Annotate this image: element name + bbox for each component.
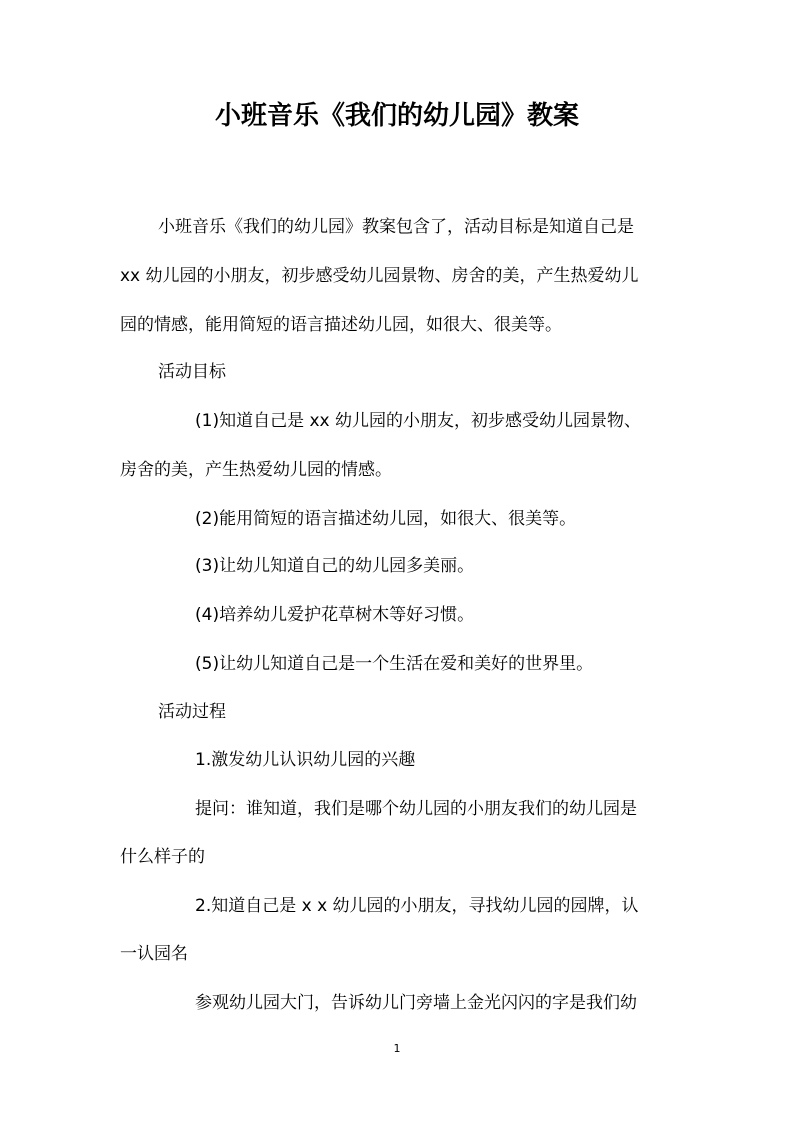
goal-2: (2)能用简短的语言描述幼儿园，如很大、很美等。 bbox=[195, 509, 577, 529]
section-heading-process: 活动过程 bbox=[158, 702, 226, 722]
intro-line-3: 园的情感，能用简短的语言描述幼儿园，如很大、很美等。 bbox=[120, 315, 562, 335]
process-step-2-line-1: 2.知道自己是 x x 幼儿园的小朋友，寻找幼儿园的园牌，认 bbox=[195, 896, 639, 916]
process-step-1-question-line-1: 提问：谁知道，我们是哪个幼儿园的小朋友我们的幼儿园是 bbox=[195, 799, 637, 819]
goal-1-line-2: 房舍的美，产生热爱幼儿园的情感。 bbox=[120, 460, 392, 480]
process-step-2-line-2: 一认园名 bbox=[120, 944, 188, 964]
goal-3: (3)让幼儿知道自己的幼儿园多美丽。 bbox=[195, 556, 475, 576]
page-number: 1 bbox=[393, 1042, 401, 1055]
section-heading-goals: 活动目标 bbox=[158, 362, 226, 382]
process-step-1: 1.激发幼儿认识幼儿园的兴趣 bbox=[195, 750, 416, 770]
page-title: 小班音乐《我们的幼儿园》教案 bbox=[214, 101, 579, 131]
intro-line-1: 小班音乐《我们的幼儿园》教案包含了，活动目标是知道自己是 bbox=[158, 217, 634, 237]
intro-line-2: xx 幼儿园的小朋友，初步感受幼儿园景物、房舍的美，产生热爱幼儿 bbox=[120, 266, 639, 286]
process-step-1-question-line-2: 什么样子的 bbox=[120, 847, 205, 867]
goal-5: (5)让幼儿知道自己是一个生活在爱和美好的世界里。 bbox=[195, 654, 594, 674]
goal-4: (4)培养幼儿爱护花草树木等好习惯。 bbox=[195, 605, 475, 625]
goal-1-line-1: (1)知道自己是 xx 幼儿园的小朋友，初步感受幼儿园景物、 bbox=[195, 411, 642, 431]
process-visit-line: 参观幼儿园大门，告诉幼儿门旁墙上金光闪闪的字是我们幼 bbox=[195, 993, 637, 1013]
